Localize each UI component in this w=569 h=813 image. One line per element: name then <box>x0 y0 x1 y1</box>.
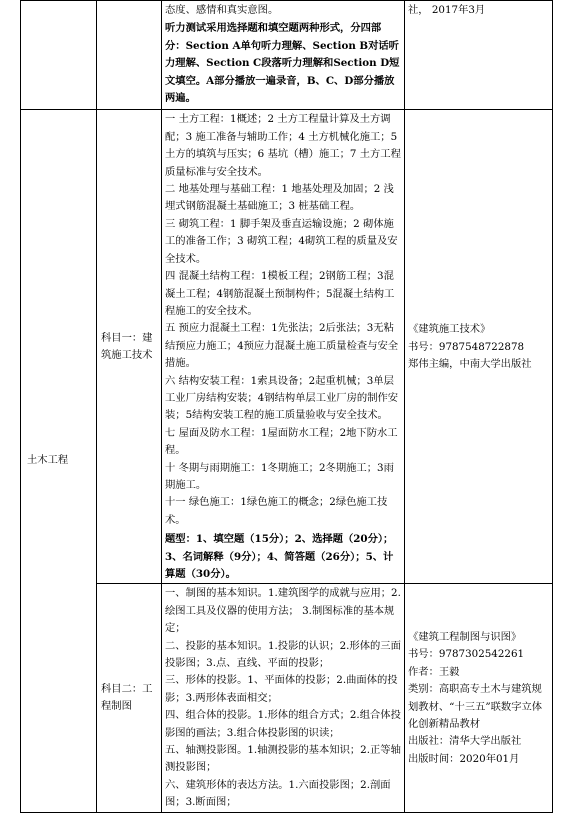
content-cell-top <box>162 1 405 110</box>
subject-label: 科目二：工程制图 <box>101 682 153 713</box>
book-info <box>405 628 552 768</box>
subject-cell-top <box>97 1 162 110</box>
book-tail: 社， 2017年3月 <box>408 4 486 16</box>
subject-label: 科目一：建筑施工技术 <box>101 331 153 361</box>
list-item: 六、建筑形体的表达方法。1.六面投影图；2.剖面图；3.断面图； <box>165 778 391 809</box>
book-isbn: 书号：9787548722878 <box>408 340 525 353</box>
book-title: 《建筑施工技术》 <box>408 323 491 336</box>
book-cell <box>405 110 553 584</box>
major-cell-top <box>21 1 97 110</box>
list-item: 二、投影的基本知识。1.投影的认识；2.形体的三面投影图；3.点、直线、平面的投影； <box>165 639 401 670</box>
book-date: 出版时间：2020年01月 <box>408 752 520 765</box>
content-text: 态度、感情和真实意图。 <box>165 4 279 16</box>
list-item: 十一 绿色施工：1绿色施工的概念；2绿色施工技术。 <box>165 496 388 526</box>
list-item: 六 结构安装工程：1索具设备；2起重机械；3单层工业厂房结构安装；4钢结构单层工业厂房的制作安装；5结构安装工程的施工质量验收与安全技术。 <box>165 374 399 422</box>
book-info <box>405 320 552 373</box>
table-row <box>21 110 553 584</box>
book-category: 类别：高职高专土木与建筑规划教材、“十三五”联数字立体化创新精品教材 <box>408 683 543 730</box>
major-cell <box>21 110 97 812</box>
listening-note: 听力测试采用选择题和填空题两种形式，分四部分：Section A单句听力理解、Section B对话听力理解、Section C段落听力理解和Section D短文填空。A部分播放一遍录音，B、C、D部分播放两遍。 <box>165 22 400 105</box>
list-item: 四 混凝土结构工程：1模板工程；2钢筋工程；3混凝土工程；4钢筋混凝土预制构件；5混凝土结构工程施工的安全技术。 <box>165 270 395 317</box>
table-row <box>21 1 553 110</box>
book-isbn: 书号：9787302542261 <box>408 648 525 661</box>
list-item: 二 地基处理与基础工程：1 地基处理及加固；2 浅埋式钢筋混凝土基础施工；3 桩基础工程。 <box>165 183 394 213</box>
list-item: 三 砌筑工程：1 脚手架及垂直运输设施；2 砌体施工的准备工作；3 砌筑工程；4砌筑工程的质量及安全技术。 <box>165 217 398 265</box>
list-item: 十 冬期与雨期施工：1冬期施工；2冬期施工；3雨期施工。 <box>165 461 394 491</box>
list-item: 三、形体的投影。1、平面体的投影；2.曲面体的投影；3.两形体表面相交； <box>165 674 398 704</box>
syllabus-table-container <box>20 0 550 809</box>
list-item: 一 土方工程：1概述；2 土方工程量计算及土方调配；3 施工准备与辅助工作；4 土方机械化施工；5 土方的填筑与压实；6 基坑（槽）施工；7 土方工程质量标准与安全技术。 <box>165 113 401 178</box>
book-author: 郑伟主编，中南大学出版社 <box>408 358 532 371</box>
subject-cell <box>97 110 162 584</box>
list-item: 五、轴测投影图。1.轴测投影的基本知识；2.正等轴测投影图； <box>165 744 401 774</box>
book-cell-top <box>405 1 553 110</box>
content-cell <box>162 110 405 584</box>
question-types: 题型：1、填空题（15分）；2、选择题（20分）；3、名词解释（9分）；4、简答题（26分）；5、计算题（30分）。 <box>165 533 394 580</box>
book-title: 《建筑工程制图与识图》 <box>408 630 522 643</box>
list-item: 五 预应力混凝土工程：1先张法；2后张法；3无粘结预应力施工；4预应力混凝土施工质量检查与安全措施。 <box>165 322 399 370</box>
content-list <box>162 110 404 583</box>
list-item: 一、制图的基本知识。1.建筑图学的成就与应用；2.绘图工具及仪器的使用方法； 3.制图标准的基本规定； <box>165 587 401 635</box>
major-label: 土木工程 <box>27 454 69 467</box>
book-publisher: 出版社：清华大学出版社 <box>408 735 522 748</box>
book-author: 作者：王毅 <box>408 665 460 678</box>
list-item: 四、组合体的投影。1.形体的组合方式；2.组合体投影图的画法；3.组合体投影图的识读； <box>165 709 401 739</box>
syllabus-table <box>20 0 553 813</box>
list-item: 七 屋面及防水工程：1屋面防水工程；2地下防水工程。 <box>165 426 398 457</box>
